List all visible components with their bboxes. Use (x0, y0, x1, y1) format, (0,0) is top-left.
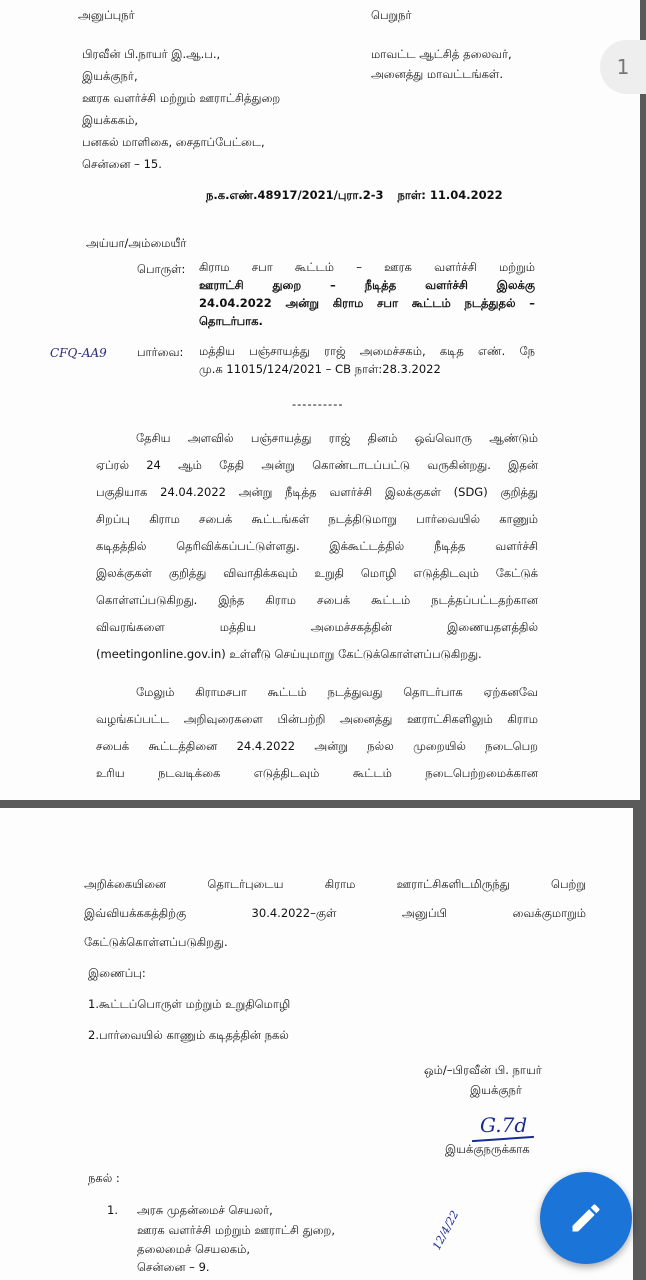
copy-item-line: அரசு முதன்மைச் செயலர், (137, 1203, 273, 1217)
date-label: நாள்: (397, 188, 426, 202)
address-line: பனகல் மாளிகை, சைதாப்பேட்டை, (82, 135, 265, 149)
subject-line: கிராம சபா கூட்டம் – ஊரக வளர்ச்சி மற்றும் (199, 260, 535, 274)
reference-line: மு.க 11015/124/2021 – CB நாள்:28.3.2022 (199, 362, 441, 376)
for-director: இயக்குநருக்காக (445, 1142, 530, 1156)
subject-line: 24.04.2022 அன்று கிராம சபா கூட்டம் நடத்துதல் – (199, 296, 535, 310)
handwritten-signature: G.7d (480, 1113, 528, 1137)
from-label: அனுப்புநர் (78, 8, 135, 22)
copy-item-number: 1. (107, 1203, 118, 1217)
paragraph-line: கடிதத்தில் தெரிவிக்கப்பட்டுள்ளது. இக்கூட்டத்தில் நீடித்த வளர்ச்சி (96, 539, 538, 553)
paragraph-line: ஏப்ரல் 24 ஆம் தேதி அன்று கொண்டாடப்பட்டு வருகின்றது. இதன் (96, 458, 538, 472)
copy-item-line: சென்னை – 9. (137, 1260, 210, 1274)
paragraph-line: உரிய நடவடிக்கை எடுத்திடவும் கூட்டம் நடைபெற்றமைக்கான (96, 766, 538, 780)
paragraph-line: பகுதியாக 24.04.2022 அன்று நீடித்த வளர்ச்சி இலக்குகள் (SDG) குறித்து (96, 485, 538, 499)
subject-line: ஊராட்சி துறை – நீடித்த வளர்ச்சி இலக்கு (199, 278, 535, 292)
paragraph-line: (meetingonline.gov.in) உள்ளீடு செய்யுமாறு கேட்டுக்கொள்ளப்படுகிறது. (96, 647, 482, 661)
address-line: மாவட்ட ஆட்சித் தலைவர், (371, 47, 512, 61)
signed-line: ஒம்/–பிரவீன் பி. நாயர் (424, 1063, 542, 1077)
reference-label: பார்வை: (137, 345, 184, 359)
address-line: இயக்ககம், (82, 113, 139, 127)
margin-note: CFQ-AA9 (50, 346, 107, 360)
copy-item-line: தலைமைச் செயலகம், (137, 1242, 251, 1256)
paragraph-line: விவரங்களை மத்திய அமைச்சகத்தின் இணையதளத்தில் (96, 620, 538, 634)
copy-item-line: ஊரக வளர்ச்சி மற்றும் ஊராட்சி துறை, (137, 1223, 336, 1237)
handwritten-note: 12/4/22 (430, 1208, 462, 1253)
address-line: அனைத்து மாவட்டங்கள். (371, 67, 503, 81)
paragraph-line: தேசிய அளவில் பஞ்சாயத்து ராஜ் தினம் ஒவ்வொரு ஆண்டும் (136, 431, 538, 445)
copy-label: நகல் : (88, 1171, 120, 1185)
signer-title: இயக்குநர் (470, 1083, 522, 1097)
pencil-icon (568, 1200, 604, 1236)
address-line: ஊரக வளர்ச்சி மற்றும் ஊராட்சித்துறை (82, 91, 281, 105)
enclosure-item: 1.கூட்டப்பொருள் மற்றும் உறுதிமொழி (88, 997, 291, 1011)
address-line: பிரவீன் பி.நாயர் இ.ஆ.ப., (82, 47, 221, 61)
paragraph-line: வழங்கப்பட்ட அறிவுரைகளை பின்பற்றி அனைத்து ஊராட்சிகளிலும் கிராம (96, 712, 538, 726)
paragraph-line: கேட்டுக்கொள்ளப்படுகிறது. (84, 935, 228, 949)
body-paragraph-2 (96, 679, 538, 787)
paragraph-line: இலக்குகள் குறித்து விவாதிக்கவும் உறுதி மொழி எடுத்திடவும் கேட்டுக் (96, 566, 538, 580)
paragraph-line: சிறப்பு கிராம சபைக் கூட்டங்கள் நடத்திடுமாறு பார்வையில் காணும் (96, 512, 538, 526)
body-paragraph-1 (96, 425, 538, 668)
salutation: அய்யா/அம்மையீர் (86, 236, 187, 250)
closing-paragraph (84, 870, 586, 957)
page-number-badge: 1 (600, 40, 646, 94)
subject-label: பொருள்: (137, 262, 186, 276)
paragraph-line: அறிக்கையினை தொடர்புடைய கிராம ஊராட்சிகளிடமிருந்து பெற்று (84, 877, 586, 891)
ref-number (206, 188, 503, 202)
paragraph-line: சபைக் கூட்டத்தினை 24.4.2022 அன்று நல்ல முறையில் நடைபெற (96, 739, 538, 753)
subject-line: தொடர்பாக. (199, 314, 263, 328)
subject-text (199, 258, 535, 330)
enclosure-item: 2.பார்வையில் காணும் கடிதத்தின் நகல் (88, 1028, 289, 1042)
address-line: இயக்குநர், (82, 69, 138, 83)
reference-text (199, 342, 535, 378)
document-page-2 (0, 808, 633, 1280)
paragraph-line: கொள்ளப்படுகிறது. இந்த கிராம சபைக் கூட்டம் நடத்தப்பட்டதற்கான (96, 593, 538, 607)
paragraph-line: மேலும் கிராமசபா கூட்டம் நடத்துவது தொடர்பாக ஏற்கனவே (136, 685, 538, 699)
ref-number-text: ந.க.எண்.48917/2021/புரா.2-3 (206, 188, 384, 202)
address-line: சென்னை – 15. (82, 157, 162, 171)
paragraph-line: இவ்வியக்ககத்திற்கு 30.4.2022–குள் அனுப்பி வைக்குமாறும் (84, 906, 586, 920)
edit-button[interactable] (540, 1172, 632, 1264)
separator: ---------- (292, 397, 344, 411)
reference-line: மத்திய பஞ்சாயத்து ராஜ் அமைச்சகம், கடித எண். நே (199, 344, 535, 358)
letter-date: 11.04.2022 (429, 188, 503, 202)
to-label: பெறுநர் (371, 8, 412, 22)
enclosure-label: இணைப்பு: (88, 966, 146, 980)
